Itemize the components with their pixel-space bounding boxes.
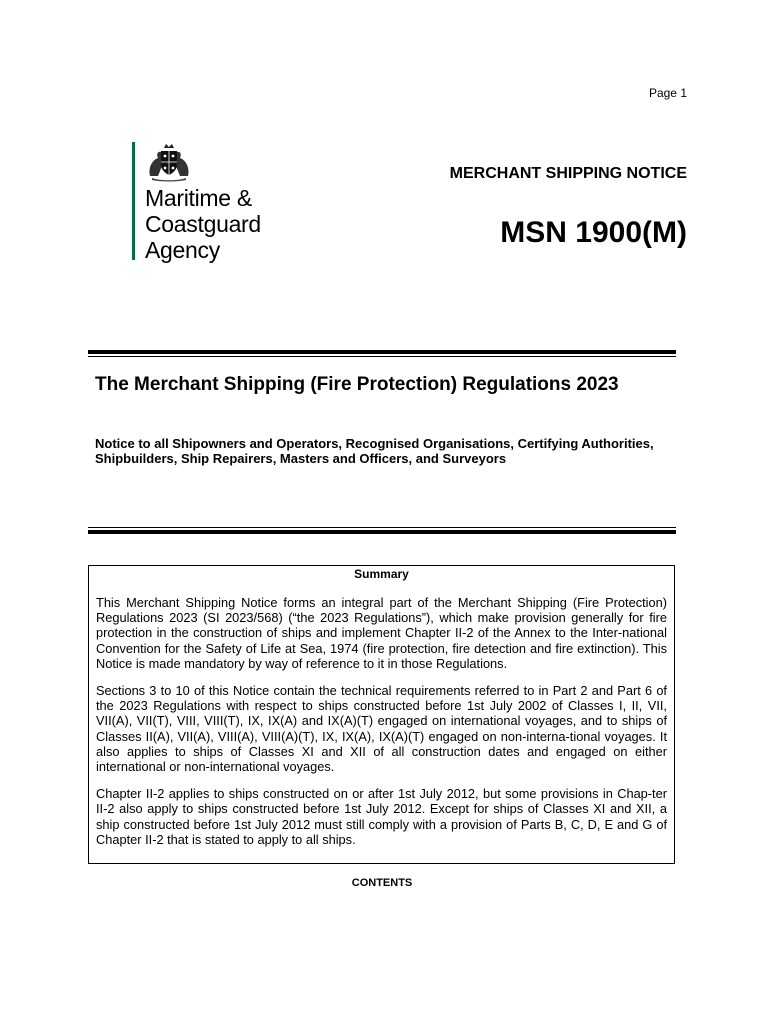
document-title: The Merchant Shipping (Fire Protection) Regulations 2023 xyxy=(95,374,619,395)
bottom-divider-thick xyxy=(88,530,676,534)
royal-coat-of-arms-icon xyxy=(144,142,194,182)
logo-green-bar xyxy=(132,142,135,260)
summary-paragraph: Chapter II-2 applies to ships constructed on or after 1st July 2012, but some provisions in Chap-ter II-2 also apply to ships constructed before 1st July 2012. Except for ships of Classes XI and XII, a ship constructed before 1st July 2012 must still comply with a provision of Parts B, C, D, E and G of Chapter II-2 that is stated to apply to all ships. xyxy=(96,786,667,847)
summary-heading: Summary xyxy=(354,567,409,581)
summary-paragraph: This Merchant Shipping Notice forms an integral part of the Merchant Shipping (Fire Protection) Regulations 2023 (SI 2023/568) (“the 2023 Regulations”), which make provision generally for fire protection in the construction of ships and implement Chapter II-2 of the Annex to the Inter-national Convention for the Safety of Life at Sea, 1974 (fire protection, fire detection and fire extinction). This Notice is made mandatory by way of reference to it in those Regulations. xyxy=(96,595,667,671)
document-audience: Notice to all Shipowners and Operators, Recognised Organisations, Certifying Authorities, Shipbuilders, Ship Repairers, Masters and Officers, and Surveyors xyxy=(95,436,654,466)
logo-line-2: Coastguard xyxy=(145,211,261,237)
contents-heading: CONTENTS xyxy=(351,877,413,889)
summary-paragraph: Sections 3 to 10 of this Notice contain the technical requirements referred to in Part 2 and Part 6 of the 2023 Regulations with respect to ships constructed before 1st July 2002 of Classes I, II, VII, VII(A), VII(T), VIII, VIII(T), IX, IX(A) and IX(A)(T) engaged on international voyages, and to ships of Classes II(A), VII(A), VIII(A), VIII(A)(T), IX, IX(A), IX(A)(T) engaged on non-interna-tional voyages. It also applies to ships of Classes XI and XII of all construction dates and engaged on either international or non-international voyages. xyxy=(96,683,667,775)
top-divider-thin xyxy=(88,356,676,357)
page-number: Page 1 xyxy=(648,86,687,100)
mca-logo xyxy=(132,142,332,267)
logo-wordmark xyxy=(145,185,261,263)
logo-line-3: Agency xyxy=(145,237,220,263)
notice-number: MSN 1900(M) xyxy=(500,216,687,249)
top-divider-thick xyxy=(88,350,676,354)
summary-box xyxy=(88,565,675,864)
notice-type-heading: MERCHANT SHIPPING NOTICE xyxy=(449,165,687,182)
logo-line-1: Maritime & xyxy=(145,185,252,211)
bottom-divider-thin xyxy=(88,527,676,528)
